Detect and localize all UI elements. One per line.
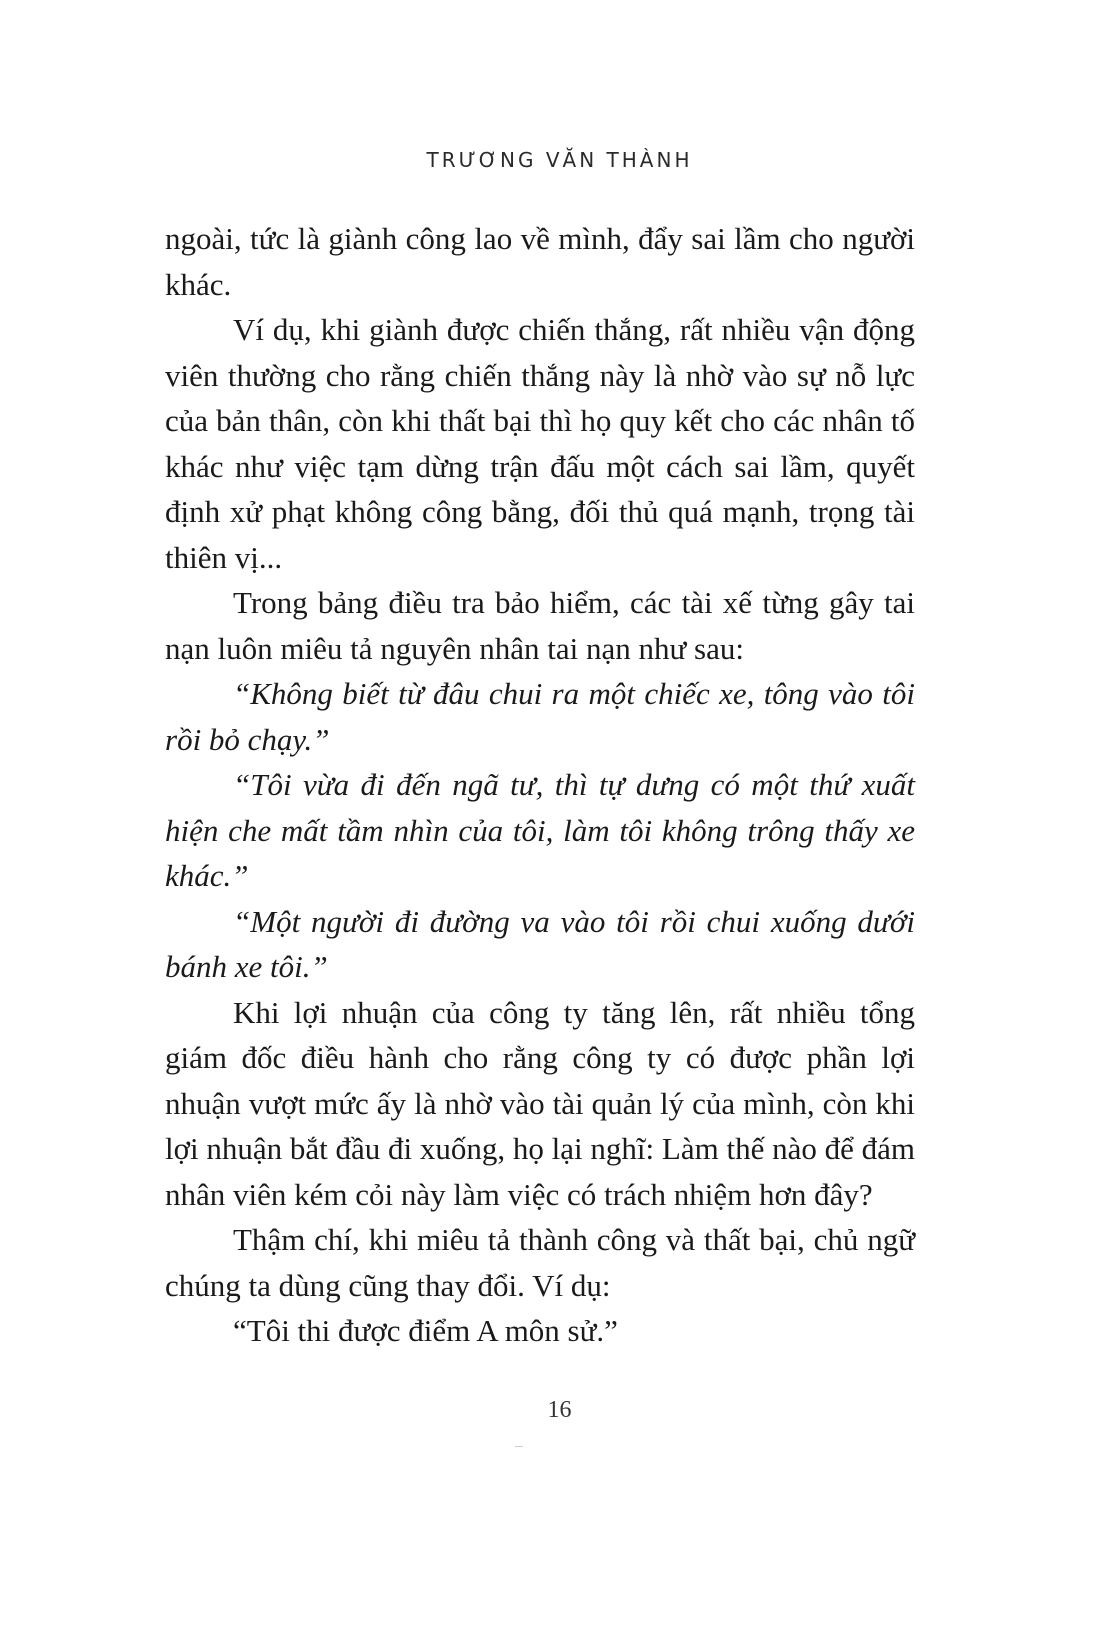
paragraph-athletes-example: Ví dụ, khi giành được chiến thắng, rất nhiều vận động viên thường cho rằng chiến thắng này là nhờ vào sự nỗ lực của bản thân, còn khi thất bại thì họ quy kết cho các nhân tố khác như việc tạm dừng trận đấu một cách sai lầm, quyết định xử phạt không công bằng, đối thủ quá mạnh, trọng tài thiên vị... <box>165 312 915 575</box>
quote-car-came-out: “Không biết từ đâu chui ra một chiếc xe, tông vào tôi rồi bỏ chạy.” <box>165 676 915 757</box>
paragraph-ceo-profits: Khi lợi nhuận của công ty tăng lên, rất nhiều tổng giám đốc điều hành cho rằng công ty có được phần lợi nhuận vượt mức ấy là nhờ vào tài quản lý của mình, còn khi lợi nhuận bắt đầu đi xuống, họ lại nghĩ: Làm thế nào để đám nhân viên kém cỏi này làm việc có trách nhiệm hơn đây? <box>165 994 915 1212</box>
page-number: 16 <box>547 1397 572 1423</box>
footer-mark <box>515 1446 523 1447</box>
body-text <box>165 216 915 1354</box>
paragraph-insurance-survey: Trong bảng điều tra bảo hiểm, các tài xế từng gây tai nạn luôn miêu tả nguyên nhân tai nạn như sau: <box>165 585 915 666</box>
paragraph-subject-change: Thậm chí, khi miêu tả thành công và thất bại, chủ ngữ chúng ta dùng cũng thay đổi. Ví dụ: <box>165 1222 915 1303</box>
running-head-author: TRƯƠNG VĂN THÀNH <box>426 148 693 172</box>
paragraph-continuation: ngoài, tức là giành công lao về mình, đẩy sai lầm cho người khác. <box>165 221 915 302</box>
quote-pedestrian: “Một người đi đường va vào tôi rồi chui xuống dưới bánh xe tôi.” <box>165 903 915 984</box>
quote-history-grade: “Tôi thi được điểm A môn sử.” <box>233 1313 618 1348</box>
quote-intersection: “Tôi vừa đi đến ngã tư, thì tự dưng có một thứ xuất hiện che mất tầm nhìn của tôi, làm tôi không trông thấy xe khác.” <box>165 767 915 893</box>
